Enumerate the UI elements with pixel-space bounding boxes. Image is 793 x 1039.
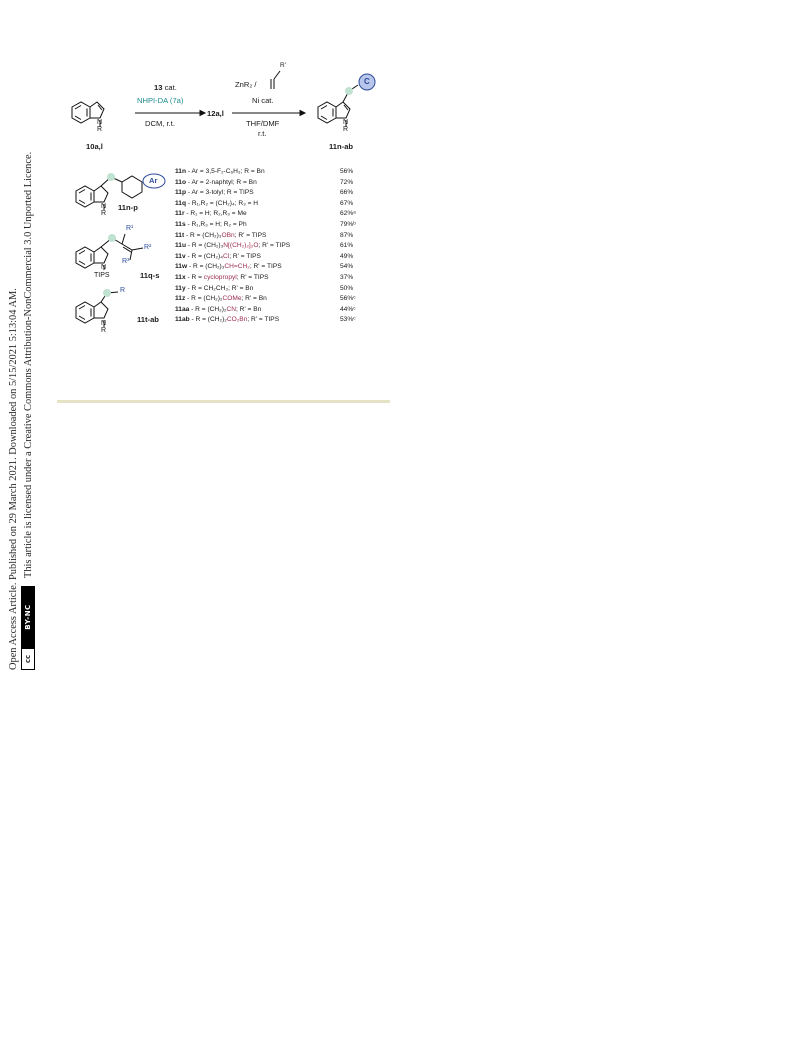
group1-label: 11n-p [118, 203, 138, 212]
step1-reagent: NHPI-DA (7a) [137, 96, 184, 105]
group2-R2: R² [144, 244, 152, 251]
article-sidebar [4, 110, 40, 670]
entry-highlight: N[(CH₂)₂]₂O [223, 242, 259, 250]
yield-value: 44%ᶜ [340, 305, 356, 313]
yield-value: 49% [340, 252, 354, 260]
start-N-substituent: R [97, 126, 103, 133]
compound-id: 11aa [175, 305, 190, 313]
table-row [175, 241, 375, 252]
group3-label: 11t-ab [137, 315, 159, 324]
yield-value: 56%ᶜ [340, 295, 356, 303]
step2-reagent: ZnR₂ / [235, 80, 257, 89]
yield-value: 87% [340, 231, 354, 239]
yield-value: 53%ᶜ [340, 316, 356, 324]
entry-highlight: COMe [222, 295, 242, 303]
group2-R3: R³ [122, 258, 130, 265]
table-row [175, 188, 375, 199]
intermediate-label: 12a,l [207, 109, 224, 118]
compound-id: 11r [175, 210, 185, 218]
entry-text: - R₁,R₂ = (CH₂)₄; R₃ = H [186, 199, 259, 207]
table-row [175, 315, 375, 326]
yield-value: 50% [340, 284, 354, 292]
compound-id: 11q [175, 199, 186, 207]
row-entry [175, 273, 269, 284]
table-row [175, 252, 375, 263]
group2-N-atom: N [101, 264, 107, 271]
group2-N-substituent: TIPS [94, 272, 110, 279]
compound-id: 11t [175, 231, 185, 239]
entry-highlight: CH=CH₂ [224, 263, 250, 271]
product-N-substituent: R [343, 126, 349, 133]
table-row [175, 220, 375, 231]
row-entry [175, 315, 279, 326]
group3-N-atom: N [101, 320, 107, 327]
step2-alkene-substituent: R' [280, 62, 286, 69]
entry-text: - R = CH₂CH₃; R' = Bn [185, 284, 254, 292]
table-row [175, 178, 375, 189]
group3-R: R [120, 287, 126, 294]
compound-id: 11o [175, 178, 186, 186]
yield-value: 67% [340, 199, 354, 207]
row-entry [175, 305, 261, 316]
compound-id: 11v [175, 252, 186, 260]
table-row [175, 305, 375, 316]
group1-N-substituent: R [101, 210, 107, 217]
entry-text-tail: ; R' = TIPS [236, 273, 269, 281]
entry-text: - R = [185, 273, 204, 281]
row-entry [175, 220, 247, 231]
group3-structure [76, 292, 118, 327]
step2-temperature: r.t. [258, 129, 267, 138]
group1-N-atom: N [101, 203, 107, 210]
entry-text: - R = (CH₂)₂ [189, 305, 227, 313]
entry-highlight: CN [226, 305, 237, 313]
compound-id: 11w [175, 263, 188, 271]
row-entry [175, 209, 247, 220]
entry-text: - R = (CH₂)₂ [189, 316, 227, 324]
sidebar-license-line[interactable]: This article is licensed under a Creative Commons Attribution-NonCommercial 3.0 Unported Licence. [23, 151, 34, 578]
reaction-scheme [56, 58, 392, 358]
group2-label: 11q-s [140, 271, 160, 280]
compound-id: 11ab [175, 316, 190, 324]
sidebar-text-block [4, 110, 40, 670]
entry-text-tail: ; R' = TIPS [258, 242, 291, 250]
compound-id: 11y [175, 284, 186, 292]
step2-catalyst: Ni cat. [252, 96, 274, 105]
substrate-table [175, 167, 375, 326]
compound-id: 11z [175, 295, 186, 303]
cc-logo-icon: cc [21, 648, 35, 670]
start-N-atom: N [97, 119, 103, 126]
table-row [175, 294, 375, 305]
step1-conditions: DCM, r.t. [145, 119, 175, 128]
entry-text: - R₁,R₃ = H; R₂ = Ph [185, 220, 247, 228]
row-entry [175, 231, 266, 242]
cc-license-badge[interactable] [21, 586, 35, 670]
entry-text: - R = (CH₂)₃ [187, 263, 225, 271]
group2-R1: R¹ [126, 225, 134, 232]
entry-text-tail: ; R' = Bn [236, 305, 262, 313]
yield-value: 54% [340, 263, 354, 271]
yield-value: 79%ᵇ [340, 220, 356, 228]
group3-N-substituent: R [101, 327, 107, 334]
row-entry [175, 178, 257, 189]
step2-solvent: THF/DMF [246, 119, 280, 128]
entry-text-tail: ; R' = TIPS [229, 252, 261, 260]
entry-text-tail: ; R' = TIPS [247, 316, 280, 324]
sidebar-publication-line: Open Access Article. Published on 29 March 2021. Downloaded on 5/15/2021 5:13:04 AM. [8, 288, 19, 670]
row-entry [175, 167, 265, 178]
compound-id: 11x [175, 273, 186, 281]
yield-value: 62%ᵃ [340, 210, 356, 218]
yield-value: 37% [340, 273, 354, 281]
entry-text: - R = (CH₂)₃ [186, 242, 224, 250]
row-entry [175, 252, 261, 263]
cc-license-tag: BY-NC [21, 586, 35, 648]
row-entry [175, 241, 290, 252]
entry-highlight: CO₂Bn [226, 316, 248, 324]
section-divider [57, 400, 390, 403]
yield-value: 61% [340, 242, 354, 250]
yield-value: 56% [340, 168, 354, 175]
entry-text-tail: ; R' = TIPS [234, 231, 267, 239]
row-entry [175, 262, 282, 273]
row-entry [175, 199, 258, 210]
product-label: 11n-ab [329, 142, 354, 151]
compound-id: 11p [175, 189, 186, 197]
entry-highlight: cyclopropyl [203, 273, 237, 281]
table-row [175, 209, 375, 220]
yield-value: 72% [340, 178, 354, 186]
entry-text: - R = (CH₂)₂ [185, 295, 223, 303]
entry-text: - R₁ = H; R₂,R₃ = Me [184, 210, 247, 218]
table-row [175, 199, 375, 210]
product-C-marker: C [364, 77, 370, 86]
table-row [175, 273, 375, 284]
compound-id: 11u [175, 242, 186, 250]
entry-highlight: OBn [221, 231, 235, 239]
compound-id: 11s [175, 220, 186, 228]
start-compound-label: 10a,l [86, 142, 103, 151]
entry-text-tail: ; R' = TIPS [249, 263, 282, 271]
group1-Ar: Ar [149, 176, 158, 185]
entry-text: - R = (CH₂)₄ [185, 252, 223, 260]
yield-value: 66% [340, 189, 354, 197]
entry-text: - Ar = 2-naphtyl; R = Bn [186, 178, 257, 186]
table-row [175, 284, 375, 295]
product-N-atom: N [343, 119, 349, 126]
row-entry [175, 188, 254, 199]
table-row [175, 262, 375, 273]
entry-text: - Ar = 3-tolyl; R = TIPS [186, 189, 254, 197]
table-row [175, 231, 375, 242]
entry-text: - Ar = 3,5-F₂-C₆H₃; R = Bn [186, 168, 265, 175]
step1-catalyst: 13 cat. [154, 83, 177, 92]
entry-highlight: Cl [222, 252, 230, 260]
row-entry [175, 294, 267, 305]
entry-text-tail: ; R' = Bn [241, 295, 267, 303]
compound-id: 11n [175, 168, 186, 175]
table-row [175, 167, 375, 178]
entry-text: - R = (CH₂)₃ [184, 231, 222, 239]
row-entry [175, 284, 253, 295]
